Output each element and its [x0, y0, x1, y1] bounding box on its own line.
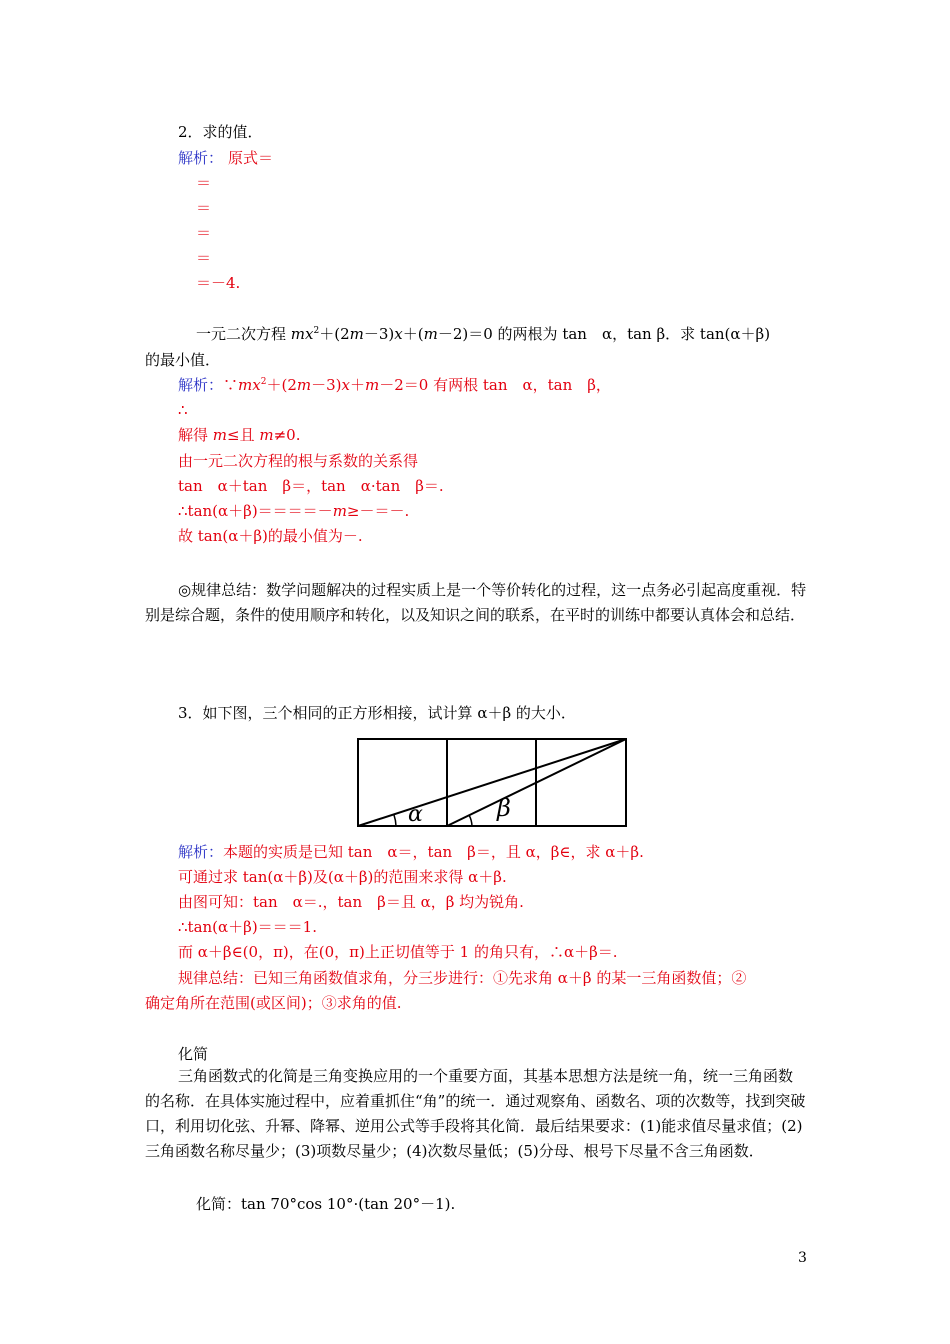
root-solution-line: 解得 m≤且 m≠0.	[178, 426, 301, 444]
root-solution-line: 由一元二次方程的根与系数的关系得	[178, 452, 419, 470]
root-solution-line: tan α＋tan β＝，tan α·tan β＝.	[178, 477, 444, 495]
page-number: 3	[798, 1250, 807, 1266]
p3-solution-line: 规律总结：已知三角函数值求角，分三步进行：①先求角 α＋β 的某一三角函数值；②	[178, 969, 747, 987]
root-solution-line: 故 tan(α＋β)的最小值为－.	[178, 527, 363, 545]
p3-solution-line: ∴tan(α＋β)＝＝＝1.	[178, 918, 317, 936]
beta-label: β	[497, 794, 511, 822]
root-solution-line: ∴tan(α＋β)＝＝＝＝－m≥－＝－.	[178, 502, 410, 520]
p3-solution-line: 可通过求 tan(α＋β)及(α＋β)的范围来求得 α＋β.	[178, 868, 507, 886]
solution-line: ＝－4.	[196, 274, 241, 292]
alpha-label: α	[408, 802, 423, 827]
solution-line: ＝	[196, 174, 212, 192]
solution-label: 解析：	[178, 149, 224, 167]
p3-solution-line: 而 α＋β∈(0，π)，在(0，π)上正切值等于 1 的角只有，∴α＋β＝.	[178, 943, 618, 961]
alpha-arc	[394, 815, 396, 826]
solution-line: 原式＝	[228, 149, 274, 167]
simplify-exercise: 化简：tan 70°cos 10°·(tan 20°－1).	[196, 1195, 456, 1213]
simplify-paragraph: 三角函数式的化简是三角变换应用的一个重要方面，其基本思想方法是统一角，统一三角函数的名称．在具体实施过程中，应着重抓住“角”的统一．通过观察角、函数名、项的次数等，找到突破口，利用切化弦、升幂、降幂、逆用公式等手段将其化简．最后结果要求：(1)能求值尽量求值；(2)三角函数名称尽量少；(3)项数尽量少；(4)次数尽量低；(5)分母、根号下尽量不含三角函数．	[145, 1067, 806, 1160]
p3-solution-line: 由图可知：tan α＝.，tan β＝且 α，β 均为锐角.	[178, 893, 524, 911]
beta-arc	[469, 815, 472, 826]
solution-line: ＝	[196, 224, 212, 242]
root-problem-line-1: 一元二次方程 $mx^2+(2m-3)x+(m-2)=0$ 的两根为 tan α，tan β．求 tan(α＋β)	[196, 325, 771, 343]
problem-3-title: 3．如下图，三个相同的正方形相接，试计算 α＋β 的大小．	[178, 704, 576, 722]
p3-solution-line: 解析：本题的实质是已知 tan α＝，tan β＝，且 α，β∈，求 α＋β.	[178, 843, 644, 861]
root-solution-line: ∴	[178, 401, 188, 419]
root-solution-line: 解析：$\because mx^2+(2m-3)x+m-2=0$ 有两根 tan α，tan β，	[178, 376, 611, 394]
section-heading: 化简	[178, 1045, 209, 1063]
rule-summary: ◎规律总结：数学问题解决的过程实质上是一个等价转化的过程，这一点务必引起高度重视．特别是综合题，条件的使用顺序和转化，以及知识之间的联系，在平时的训练中都要认真体会和总结．	[145, 581, 807, 624]
diagonal-alpha	[358, 739, 626, 826]
solution-line: ＝	[196, 199, 212, 217]
solution-line: ＝	[196, 249, 212, 267]
p3-solution-line: 确定角所在范围(或区间)；③求角的值.	[145, 994, 402, 1012]
problem-2-title: 2．求的值．	[178, 123, 263, 141]
root-problem-line-2: 的最小值．	[145, 351, 221, 369]
three-squares-figure	[356, 737, 628, 828]
